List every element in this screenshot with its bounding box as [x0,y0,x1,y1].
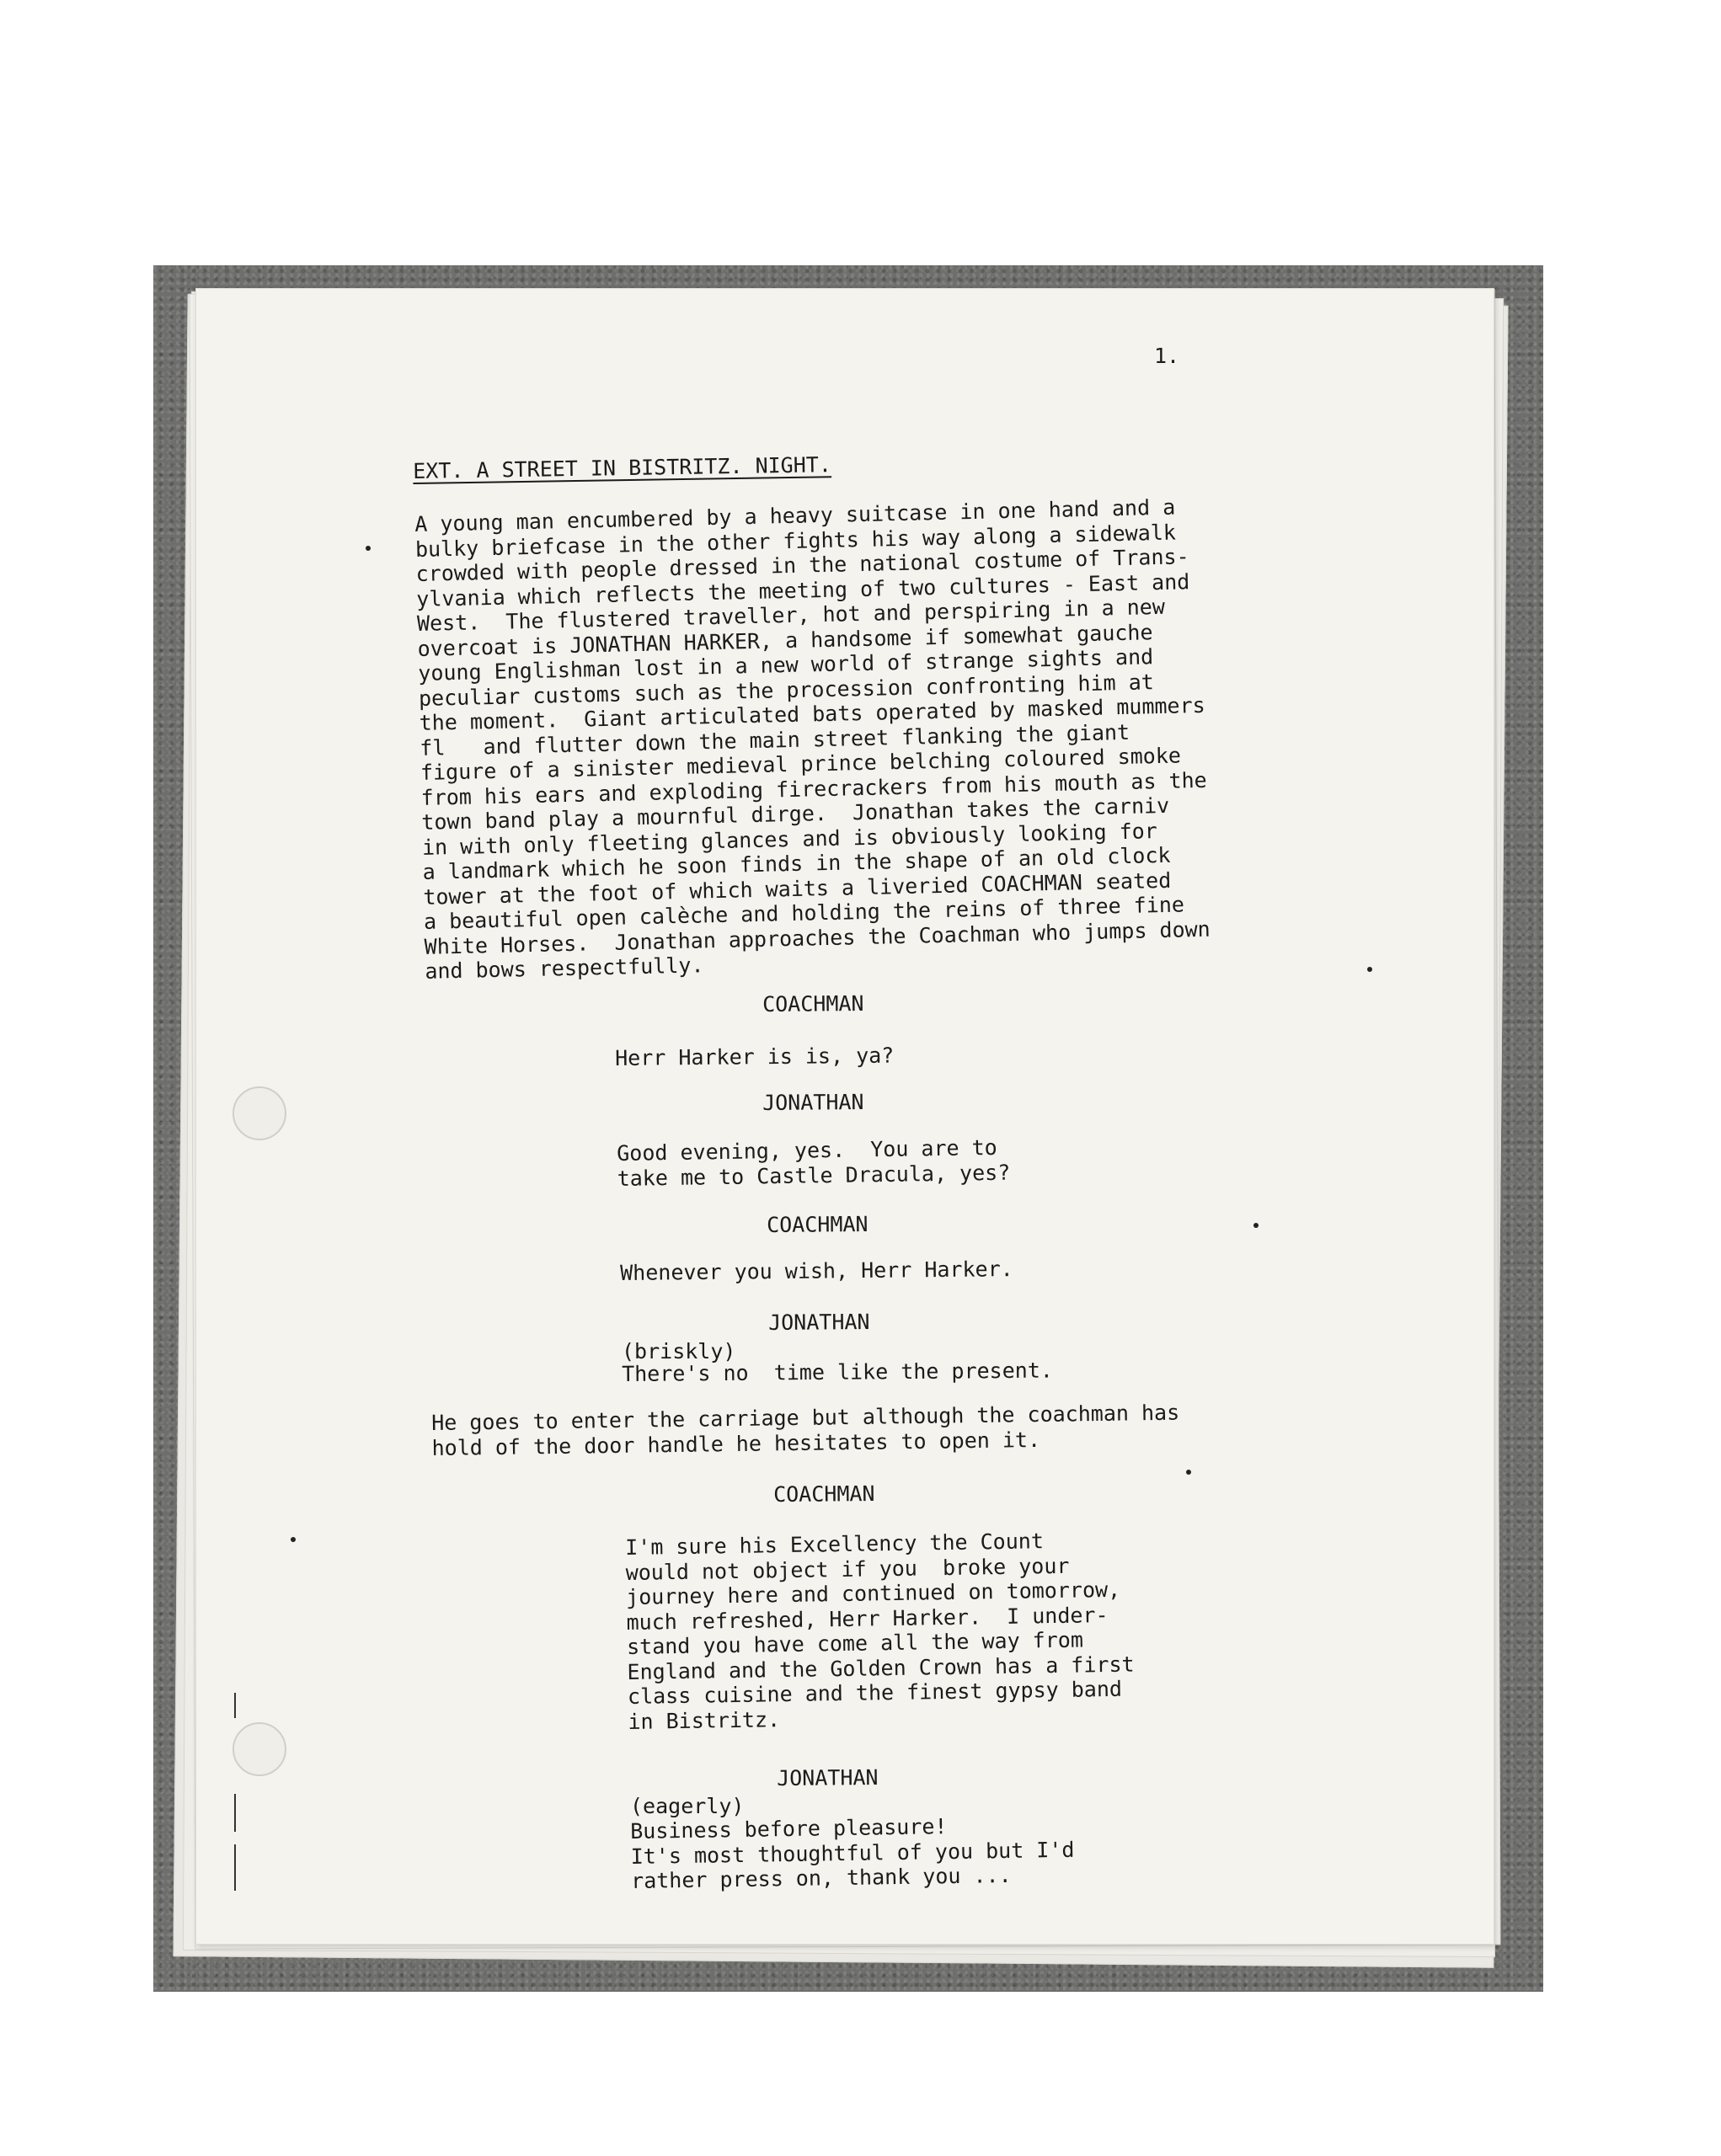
dialogue: There's no time like the present. [622,1358,1053,1386]
dialogue: Business before pleasure! It's most thoughtful of you but I'd rather press on, thank you ... [630,1814,1075,1893]
scene-heading: EXT. A STREET IN BISTRITZ. NIGHT. [413,452,832,483]
character-name: COACHMAN [773,1481,875,1507]
dialogue: I'm sure his Excellency the Count would not object if you broke your journey here and continued on tomorrow, much refreshed, Herr Harker. I under- stand you have come all the way from England and the Golden Crown has a first class cuisine and the finest gypsy band in Bistritz. [625,1529,1135,1734]
dialogue: Herr Harker is is, ya? [615,1043,895,1070]
action-paragraph: A young man encumbered by a heavy suitcase in one hand and a bulky briefcase in the other fights his way along a sidewalk crowded with people dressed in the national costume of Trans- ylvania which reflects the meeting of two cultures - East and West. The flustered traveller, hot and perspiring in a new overcoat is JONATHAN HARKER, a handsome if somewhat gauche young Englishman lost in a new world of strange sights and peculiar customs such as the procession confronting him at the moment. Giant articulated bats operated by masked mummers fl and flutter down the main street flanking the giant figure of a sinister medieval prince belching coloured smoke from his ears and exploding firecrackers from his mouth as the town band play a mournful dirge. Jonathan takes the carniv in with only fleeting glances and is obviously looking for a landmark which he soon finds in the shape of an old clock tower at the foot of which waits a liveried COACHMAN seated a beautiful open calèche and holding the reins of three fine White Horses. Jonathan approaches the Coachman who jumps down and bows respectfully. [414,494,1211,984]
page-number: 1. [1154,344,1180,368]
parenthetical: (briskly) [622,1339,736,1364]
ink-speck [1367,967,1372,972]
action-paragraph: He goes to enter the carriage but although the coachman has hold of the door handle he hesitates to open it. [431,1400,1180,1460]
ink-speck [291,1537,296,1542]
character-name: COACHMAN [762,990,864,1017]
parenthetical: (eagerly) [630,1794,745,1818]
character-name: JONATHAN [777,1764,879,1790]
punch-hole [232,1722,286,1776]
dialogue: Whenever you wish, Herr Harker. [620,1257,1013,1285]
punch-hole [232,1086,286,1140]
character-name: COACHMAN [767,1211,869,1237]
ink-speck [1186,1470,1191,1475]
character-name: JONATHAN [762,1089,864,1115]
margin-mark [234,1844,236,1891]
margin-mark [234,1693,236,1718]
ink-speck [1253,1223,1259,1228]
ink-speck [366,546,371,551]
character-name: JONATHAN [768,1309,870,1335]
margin-mark [234,1794,236,1832]
dialogue: Good evening, yes. You are to take me to Castle Dracula, yes? [617,1134,1011,1191]
